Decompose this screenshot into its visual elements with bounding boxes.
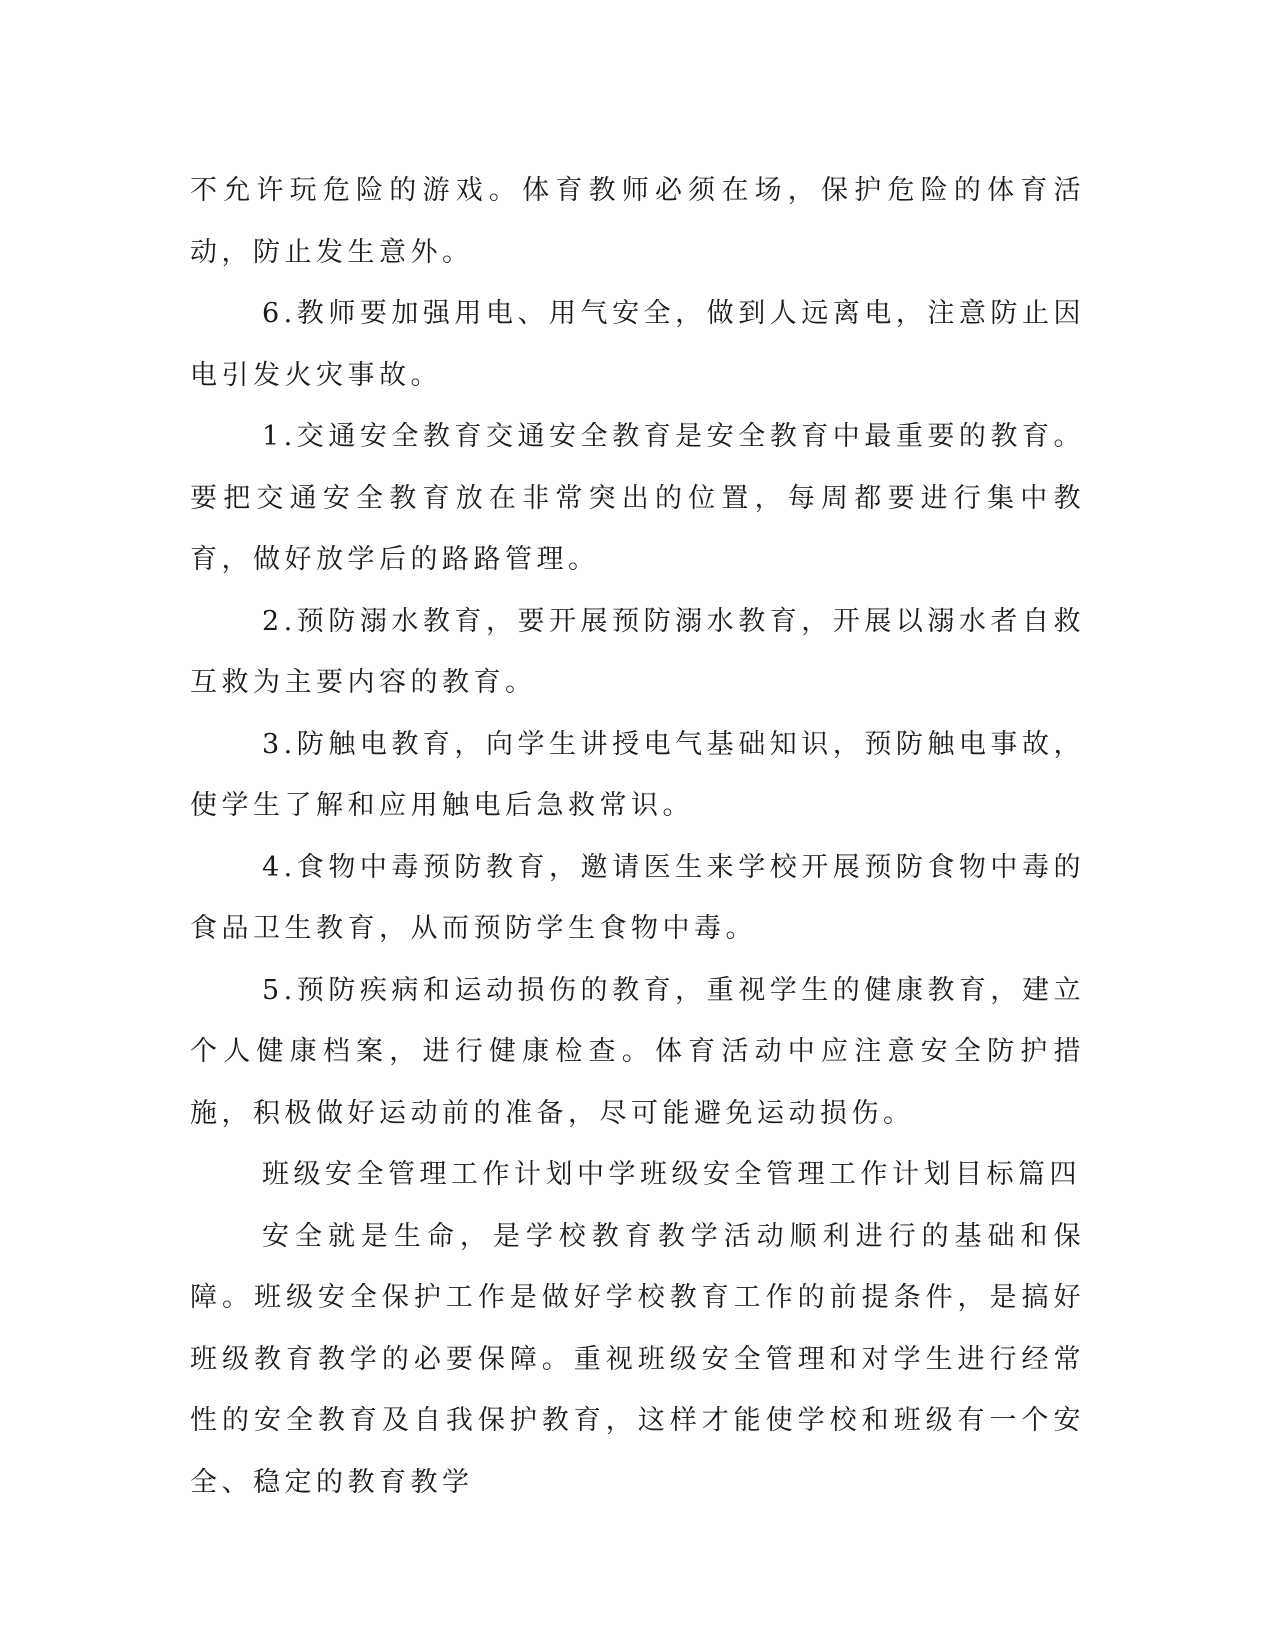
paragraph-item-5-disease-injury: 5.预防疾病和运动损伤的教育，重视学生的健康教育，建立个人健康档案，进行健康检查。体育活动中应注意安全防护措施，积极做好运动前的准备，尽可能避免运动损伤。 — [190, 974, 1085, 1129]
paragraph-continuation: 不允许玩危险的游戏。体育教师必须在场，保护危险的体育活动，防止发生意外。 — [190, 175, 1085, 268]
paragraph-item-6-electric-safety: 6.教师要加强用电、用气安全，做到人远离电，注意防止因电引发火灾事故。 — [190, 298, 1085, 391]
paragraph-item-3-electric-shock: 3.防触电教育，向学生讲授电气基础知识，预防触电事故，使学生了解和应用触电后急救常识。 — [190, 728, 1085, 821]
paragraph-item-2-drowning-prevention: 2.预防溺水教育，要开展预防溺水教育，开展以溺水者自救互救为主要内容的教育。 — [190, 605, 1085, 698]
paragraph-intro: 安全就是生命，是学校教育教学活动顺利进行的基础和保障。班级安全保护工作是做好学校教育工作的前提条件，是搞好班级教育教学的必要保障。重视班级安全管理和对学生进行经常性的安全教育及自我保护教育，这样才能使学校和班级有一个安全、稳定的教育教学 — [190, 1220, 1085, 1498]
paragraph-item-4-food-poisoning: 4.食物中毒预防教育，邀请医生来学校开展预防食物中毒的食品卫生教育，从而预防学生食物中毒。 — [190, 851, 1085, 944]
paragraph-item-1-traffic-safety: 1.交通安全教育交通安全教育是安全教育中最重要的教育。要把交通安全教育放在非常突出的位置，每周都要进行集中教育，做好放学后的路路管理。 — [190, 421, 1085, 575]
section-heading: 班级安全管理工作计划中学班级安全管理工作计划目标篇四 — [262, 1159, 1081, 1190]
document-body — [190, 160, 1085, 1513]
